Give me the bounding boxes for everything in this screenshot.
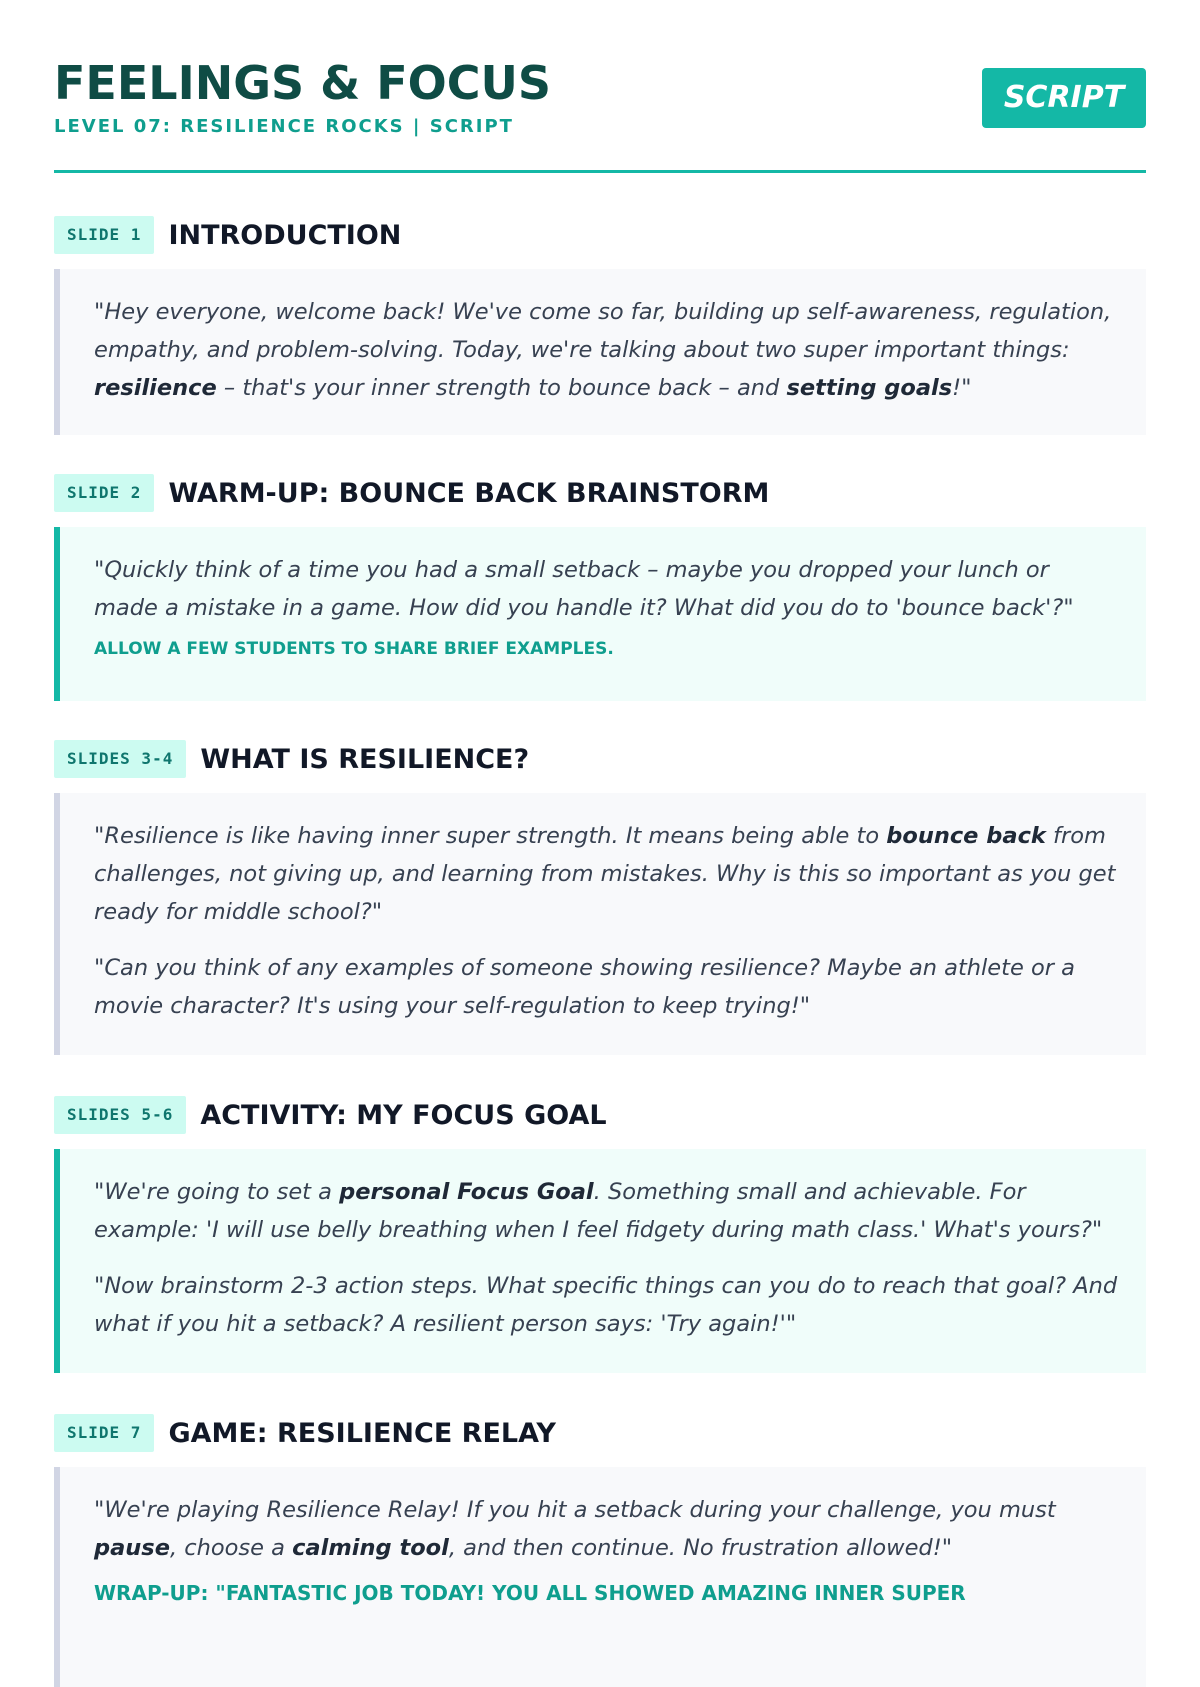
script-quote: [94, 949, 1118, 1025]
section-introduction: [54, 215, 1146, 435]
script-quote: [94, 817, 1118, 931]
section-title: ACTIVITY: MY FOCUS GOAL: [200, 1099, 607, 1131]
emphasis-text: bounce back: [886, 823, 1046, 849]
quote-text: . Something small and achievable. For example: 'I will use belly breathing when I feel fidgety during math class.' What's yours?": [94, 1179, 1103, 1243]
script-quote: [94, 293, 1118, 407]
section-what-is-resilience: [54, 739, 1146, 1055]
emphasis-text: setting goals: [786, 375, 953, 401]
script-quote: [94, 1491, 1118, 1567]
section-title: INTRODUCTION: [168, 219, 402, 251]
script-card: [54, 1467, 1146, 1687]
section-heading: [54, 215, 1146, 255]
section-heading: [54, 1095, 1146, 1135]
quote-text: "We're playing Resilience Relay! If you hit a setback during your challenge, you must: [94, 1497, 1056, 1523]
slide-tag: SLIDE 7: [54, 1414, 154, 1452]
quote-text: "Resilience is like having inner super strength. It means being able to: [94, 823, 887, 849]
slide-tag: SLIDE 2: [54, 474, 154, 512]
script-card: [54, 269, 1146, 435]
script-card: [54, 527, 1146, 701]
slide-tag: SLIDES 5-6: [54, 1096, 186, 1134]
quote-text: , choose a: [169, 1535, 293, 1561]
section-activity: [54, 1095, 1146, 1373]
section-heading: [54, 739, 1146, 779]
page-subtitle: LEVEL 07: RESILIENCE ROCKS | SCRIPT: [54, 116, 514, 137]
emphasis-text: resilience: [94, 375, 217, 401]
section-title: GAME: RESILIENCE RELAY: [168, 1417, 556, 1449]
quote-text: from challenges, not giving up, and learning from mistakes. Why is this so important as you get ready for middle school?": [94, 823, 1116, 925]
script-quote: [94, 551, 1118, 627]
section-heading: [54, 1413, 1146, 1453]
quote-text: "We're going to set a: [94, 1179, 340, 1205]
emphasis-text: calming tool: [292, 1535, 449, 1561]
page-title: FEELINGS & FOCUS: [54, 56, 551, 110]
facilitator-note: ALLOW A FEW STUDENTS TO SHARE BRIEF EXAMPLES.: [94, 639, 614, 659]
quote-text: !": [952, 375, 972, 401]
quote-text: "Can you think of any examples of someone showing resilience? Maybe an athlete or a movie character? It's using your self-regulation to keep trying!": [94, 955, 1075, 1019]
section-warm-up: [54, 473, 1146, 701]
quote-text: "Now brainstorm 2-3 action steps. What specific things can you do to reach that goal? And what if you hit a setback? A resilient person says: 'Try again!'": [94, 1273, 1118, 1337]
wrap-up-note: WRAP-UP: "FANTASTIC JOB TODAY! YOU ALL SHOWED AMAZING INNER SUPER: [94, 1581, 966, 1605]
script-quote: [94, 1267, 1118, 1343]
page-header: [54, 0, 1146, 173]
script-badge: SCRIPT: [982, 68, 1146, 128]
script-quote: [94, 1173, 1118, 1249]
quote-text: "Quickly think of a time you had a small setback – maybe you dropped your lunch or made a mistake in a game. How did you handle it? What did you do to 'bounce back'?": [94, 557, 1074, 621]
slide-tag: SLIDE 1: [54, 216, 154, 254]
script-card: [54, 793, 1146, 1055]
quote-text: "Hey everyone, welcome back! We've come so far, building up self-awareness, regulation, empathy, and problem-solving. Today, we're talking about two super important things:: [94, 299, 1112, 363]
quote-text: , and then continue. No frustration allowed!": [448, 1535, 953, 1561]
section-heading: [54, 473, 1146, 513]
script-card: [54, 1149, 1146, 1373]
quote-text: – that's your inner strength to bounce back – and: [216, 375, 787, 401]
section-game: [54, 1413, 1146, 1687]
section-title: WHAT IS RESILIENCE?: [200, 743, 530, 775]
section-title: WARM-UP: BOUNCE BACK BRAINSTORM: [168, 477, 770, 509]
emphasis-text: pause: [94, 1535, 170, 1561]
slide-tag: SLIDES 3-4: [54, 740, 186, 778]
emphasis-text: personal Focus Goal: [339, 1179, 594, 1205]
